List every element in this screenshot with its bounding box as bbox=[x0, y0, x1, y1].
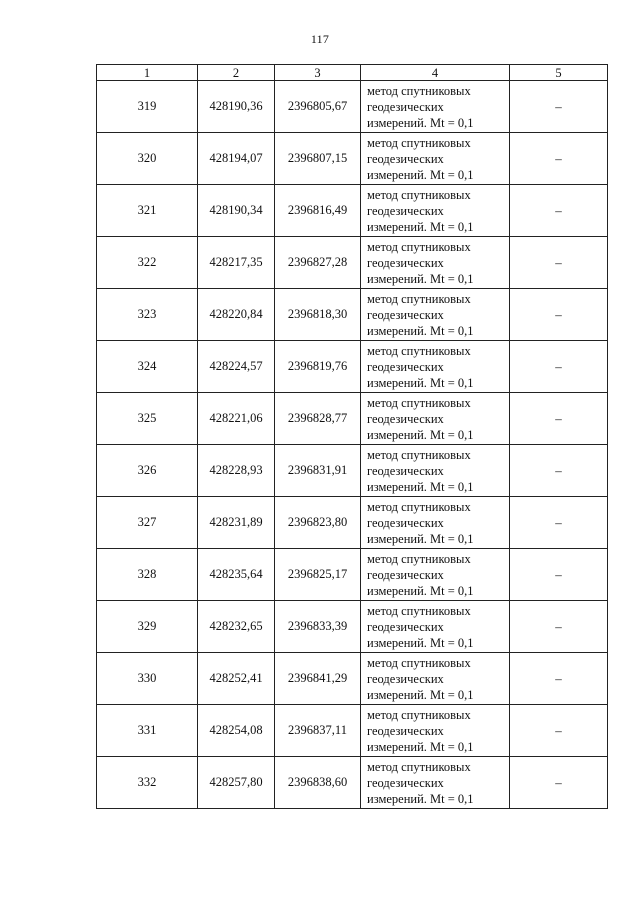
point-description: – bbox=[510, 289, 608, 341]
method-line: метод спутниковых bbox=[367, 447, 471, 462]
coordinate-x: 428224,57 bbox=[198, 341, 275, 393]
table-row bbox=[97, 757, 608, 809]
method-line: метод спутниковых bbox=[367, 759, 471, 774]
method-line: измерений. Mt = 0,1 bbox=[367, 375, 474, 390]
table-row bbox=[97, 289, 608, 341]
point-number: 332 bbox=[97, 757, 198, 809]
point-description: – bbox=[510, 393, 608, 445]
point-number: 320 bbox=[97, 133, 198, 185]
coordinate-x: 428194,07 bbox=[198, 133, 275, 185]
method-line: метод спутниковых bbox=[367, 239, 471, 254]
table-row bbox=[97, 393, 608, 445]
method-line: геодезических bbox=[367, 671, 444, 686]
method-line: измерений. Mt = 0,1 bbox=[367, 635, 474, 650]
coordinate-y: 2396837,11 bbox=[275, 705, 361, 757]
point-number: 321 bbox=[97, 185, 198, 237]
method-description bbox=[361, 705, 510, 757]
point-number: 331 bbox=[97, 705, 198, 757]
coordinate-y: 2396807,15 bbox=[275, 133, 361, 185]
coordinate-y: 2396823,80 bbox=[275, 497, 361, 549]
coordinate-x: 428217,35 bbox=[198, 237, 275, 289]
method-description bbox=[361, 757, 510, 809]
coordinate-x: 428231,89 bbox=[198, 497, 275, 549]
point-number: 327 bbox=[97, 497, 198, 549]
coordinate-y: 2396825,17 bbox=[275, 549, 361, 601]
method-line: метод спутниковых bbox=[367, 291, 471, 306]
table-row bbox=[97, 705, 608, 757]
method-description bbox=[361, 341, 510, 393]
point-description: – bbox=[510, 601, 608, 653]
table-row bbox=[97, 185, 608, 237]
method-line: геодезических bbox=[367, 619, 444, 634]
coordinate-x: 428228,93 bbox=[198, 445, 275, 497]
coordinate-x: 428232,65 bbox=[198, 601, 275, 653]
table-row bbox=[97, 237, 608, 289]
method-line: геодезических bbox=[367, 723, 444, 738]
coordinate-y: 2396831,91 bbox=[275, 445, 361, 497]
coordinate-x: 428252,41 bbox=[198, 653, 275, 705]
method-description bbox=[361, 133, 510, 185]
method-line: геодезических bbox=[367, 203, 444, 218]
point-number: 330 bbox=[97, 653, 198, 705]
method-line: метод спутниковых bbox=[367, 395, 471, 410]
method-line: измерений. Mt = 0,1 bbox=[367, 583, 474, 598]
coordinate-x: 428257,80 bbox=[198, 757, 275, 809]
point-description: – bbox=[510, 757, 608, 809]
coordinate-y: 2396828,77 bbox=[275, 393, 361, 445]
point-number: 328 bbox=[97, 549, 198, 601]
method-line: геодезических bbox=[367, 463, 444, 478]
coordinate-y: 2396841,29 bbox=[275, 653, 361, 705]
method-description bbox=[361, 601, 510, 653]
method-line: метод спутниковых bbox=[367, 551, 471, 566]
point-description: – bbox=[510, 341, 608, 393]
coordinate-x: 428221,06 bbox=[198, 393, 275, 445]
point-number: 326 bbox=[97, 445, 198, 497]
coordinate-y: 2396827,28 bbox=[275, 237, 361, 289]
point-number: 323 bbox=[97, 289, 198, 341]
method-line: геодезических bbox=[367, 307, 444, 322]
column-header-2: 2 bbox=[198, 65, 275, 81]
method-line: измерений. Mt = 0,1 bbox=[367, 219, 474, 234]
column-header-4: 4 bbox=[361, 65, 510, 81]
coordinate-y: 2396833,39 bbox=[275, 601, 361, 653]
method-description bbox=[361, 393, 510, 445]
method-line: метод спутниковых bbox=[367, 655, 471, 670]
method-line: метод спутниковых bbox=[367, 603, 471, 618]
method-line: метод спутниковых bbox=[367, 343, 471, 358]
point-description: – bbox=[510, 653, 608, 705]
table-row bbox=[97, 133, 608, 185]
coordinate-x: 428254,08 bbox=[198, 705, 275, 757]
method-description bbox=[361, 653, 510, 705]
coordinate-y: 2396805,67 bbox=[275, 81, 361, 133]
method-line: геодезических bbox=[367, 411, 444, 426]
point-number: 325 bbox=[97, 393, 198, 445]
method-line: измерений. Mt = 0,1 bbox=[367, 271, 474, 286]
method-line: измерений. Mt = 0,1 bbox=[367, 531, 474, 546]
column-header-1: 1 bbox=[97, 65, 198, 81]
method-line: измерений. Mt = 0,1 bbox=[367, 739, 474, 754]
table-row bbox=[97, 341, 608, 393]
method-line: измерений. Mt = 0,1 bbox=[367, 115, 474, 130]
point-description: – bbox=[510, 497, 608, 549]
coordinate-x: 428190,34 bbox=[198, 185, 275, 237]
method-line: измерений. Mt = 0,1 bbox=[367, 479, 474, 494]
table-row bbox=[97, 445, 608, 497]
table-body bbox=[97, 81, 608, 809]
point-description: – bbox=[510, 237, 608, 289]
method-line: геодезических bbox=[367, 99, 444, 114]
method-description bbox=[361, 445, 510, 497]
method-line: измерений. Mt = 0,1 bbox=[367, 791, 474, 806]
method-description bbox=[361, 81, 510, 133]
method-description bbox=[361, 185, 510, 237]
method-line: метод спутниковых bbox=[367, 135, 471, 150]
coordinate-x: 428220,84 bbox=[198, 289, 275, 341]
method-line: геодезических bbox=[367, 567, 444, 582]
method-line: геодезических bbox=[367, 515, 444, 530]
method-line: измерений. Mt = 0,1 bbox=[367, 687, 474, 702]
point-description: – bbox=[510, 445, 608, 497]
coordinate-y: 2396838,60 bbox=[275, 757, 361, 809]
point-description: – bbox=[510, 705, 608, 757]
method-line: геодезических bbox=[367, 359, 444, 374]
coordinate-x: 428190,36 bbox=[198, 81, 275, 133]
coordinate-x: 428235,64 bbox=[198, 549, 275, 601]
method-line: метод спутниковых bbox=[367, 707, 471, 722]
table-header-row bbox=[97, 65, 608, 81]
point-description: – bbox=[510, 185, 608, 237]
coordinate-y: 2396819,76 bbox=[275, 341, 361, 393]
method-line: измерений. Mt = 0,1 bbox=[367, 323, 474, 338]
point-description: – bbox=[510, 81, 608, 133]
point-number: 319 bbox=[97, 81, 198, 133]
method-line: геодезических bbox=[367, 775, 444, 790]
column-header-5: 5 bbox=[510, 65, 608, 81]
column-header-3: 3 bbox=[275, 65, 361, 81]
method-line: метод спутниковых bbox=[367, 499, 471, 514]
point-number: 324 bbox=[97, 341, 198, 393]
table-row bbox=[97, 601, 608, 653]
coordinate-y: 2396818,30 bbox=[275, 289, 361, 341]
coordinates-table bbox=[96, 64, 608, 809]
table-row bbox=[97, 497, 608, 549]
method-line: геодезических bbox=[367, 255, 444, 270]
table-row bbox=[97, 81, 608, 133]
method-line: измерений. Mt = 0,1 bbox=[367, 167, 474, 182]
method-line: измерений. Mt = 0,1 bbox=[367, 427, 474, 442]
method-line: метод спутниковых bbox=[367, 83, 471, 98]
point-number: 322 bbox=[97, 237, 198, 289]
table-row bbox=[97, 549, 608, 601]
method-description bbox=[361, 497, 510, 549]
point-description: – bbox=[510, 549, 608, 601]
method-line: метод спутниковых bbox=[367, 187, 471, 202]
method-line: геодезических bbox=[367, 151, 444, 166]
coordinate-y: 2396816,49 bbox=[275, 185, 361, 237]
method-description bbox=[361, 549, 510, 601]
page-number: 117 bbox=[310, 32, 330, 46]
point-description: – bbox=[510, 133, 608, 185]
method-description bbox=[361, 237, 510, 289]
method-description bbox=[361, 289, 510, 341]
point-number: 329 bbox=[97, 601, 198, 653]
table-row bbox=[97, 653, 608, 705]
